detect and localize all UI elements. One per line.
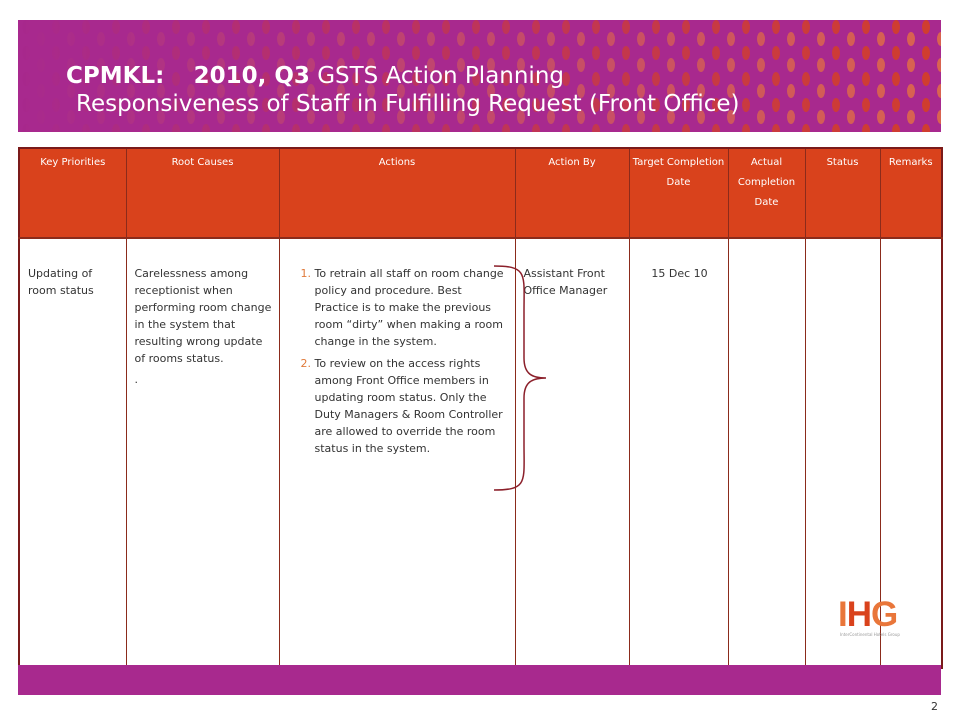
header-status: Status — [805, 148, 880, 238]
title-period: 2010, Q3 — [193, 63, 310, 89]
action-plan-table — [18, 147, 943, 669]
title-prefix: CPMKL: — [66, 63, 165, 89]
cell-actions — [279, 238, 515, 668]
cell-actual-date — [728, 238, 805, 668]
action-item: 1. To retrain all staff on room change policy and procedure. Best Practice is to make the previous room “dirty” when making a room change in the system. — [315, 265, 509, 350]
root-cause-extra: . — [134, 373, 138, 386]
header-target-date: Target Completion Date — [629, 148, 728, 238]
root-cause-text: Carelessness among receptionist when performing room change in the system that resulting wrong update of rooms status. — [134, 267, 272, 365]
header-actual-date: Actual Completion Date — [728, 148, 805, 238]
header-actions: Actions — [279, 148, 515, 238]
logo-mark: IHG — [838, 595, 898, 634]
table-header-row — [19, 148, 942, 238]
cell-target-date: 15 Dec 10 — [629, 238, 728, 668]
curly-brace — [488, 262, 552, 494]
logo-tagline: InterContinental Hotels Group — [840, 632, 900, 637]
cell-root-cause — [126, 238, 279, 668]
ihg-logo — [838, 595, 936, 642]
header-remarks: Remarks — [880, 148, 942, 238]
cell-action-by: Assistant Front Office Manager — [515, 238, 629, 668]
action-item: 2. To review on the access rights among Front Office members in updating room status. Only the Duty Managers & Room Controller are allowed to override the room status in the system. — [315, 355, 509, 457]
cell-key-priority: Updating of room status — [19, 238, 126, 668]
table-row — [19, 238, 942, 668]
header-action-by: Action By — [515, 148, 629, 238]
header-key-priorities: Key Priorities — [19, 148, 126, 238]
slide-subtitle: Responsiveness of Staff in Fulfilling Request (Front Office) — [76, 91, 740, 117]
footer-bar — [18, 665, 941, 695]
header-root-causes: Root Causes — [126, 148, 279, 238]
title-suffix: GSTS Action Planning — [317, 63, 565, 89]
actions-list — [288, 265, 509, 457]
page-number: 2 — [931, 700, 938, 713]
title-banner — [18, 20, 941, 132]
slide-title — [66, 62, 740, 118]
